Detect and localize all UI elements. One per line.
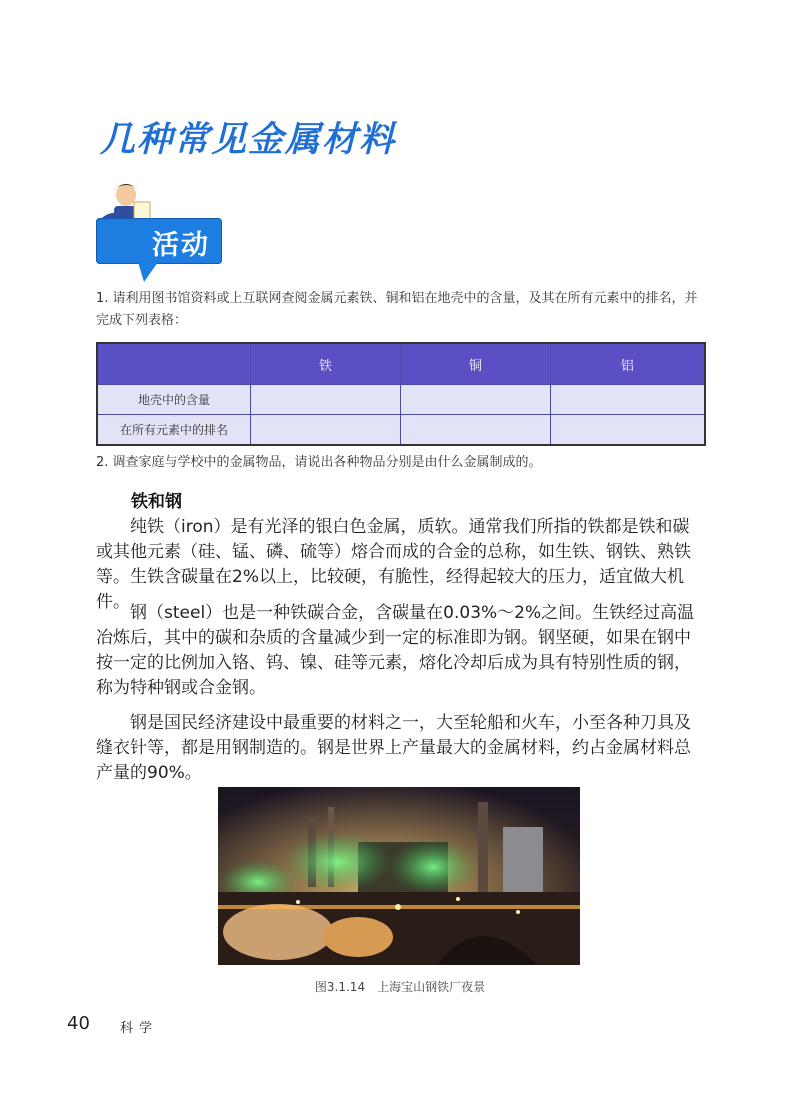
table-row-label: 在所有元素中的排名 [97,415,251,446]
table-header-cell: 铝 [550,343,705,385]
table-row [97,415,705,446]
page-number: 40 [67,1013,90,1034]
steel-plant-night-photo [218,787,580,965]
table-cell[interactable] [400,385,550,415]
metal-content-table [96,342,706,446]
badge-pointer [138,262,158,282]
page-title: 几种常见金属材料 [100,120,397,160]
paragraph-iron: 纯铁（iron）是有光泽的银白色金属，质软。通常我们所指的铁都是铁和碳或其他元素（硅、锰、磷、硫等）熔合而成的合金的总称，如生铁、钢铁、熟铁等。生铁含碳量在2%以上，比较硬，有脆性，经得起较大的压力，适宜做大机件。 [96,517,691,612]
table-cell[interactable] [550,415,705,446]
activity-item-2: 2. 调查家庭与学校中的金属物品，请说出各种物品分别是由什么金属制成的。 [96,455,542,470]
table-header-cell [97,343,251,385]
table-header-row [97,343,705,385]
section-heading: 铁和钢 [131,492,182,512]
table-cell[interactable] [251,415,401,446]
subject-label: 科学 [120,1021,159,1036]
table-cell[interactable] [550,385,705,415]
activity-label: 活动 [152,230,210,261]
table-cell[interactable] [400,415,550,446]
table-header-cell: 铜 [400,343,550,385]
table-cell[interactable] [251,385,401,415]
table-row [97,385,705,415]
figure-caption: 图3.1.14 上海宝山钢铁厂夜景 [314,980,486,994]
table-row-label: 地壳中的含量 [97,385,251,415]
steel-plant-illustration [218,787,580,965]
paragraph-steel-usage: 钢是国民经济建设中最重要的材料之一，大至轮船和火车，小至各种刀具及缝衣针等，都是用钢制造的。钢是世界上产量最大的金属材料，约占金属材料总产量的90%。 [96,713,691,783]
activity-item-1: 1. 请利用图书馆资料或上互联网查阅金属元素铁、铜和铝在地壳中的含量，及其在所有元素中的排名，并完成下列表格： [96,291,698,328]
activity-badge-box [96,218,222,264]
activity-badge [96,180,236,290]
paragraph-steel: 钢（steel）也是一种铁碳合金，含碳量在0.03%～2%之间。生铁经过高温冶炼后，其中的碳和杂质的含量减少到一定的标准即为钢。钢坚硬，如果在钢中按一定的比例加入铬、钨、镍、硅等元素，熔化冷却后成为具有特别性质的钢，称为特种钢或合金钢。 [96,603,695,698]
table-header-cell: 铁 [251,343,401,385]
